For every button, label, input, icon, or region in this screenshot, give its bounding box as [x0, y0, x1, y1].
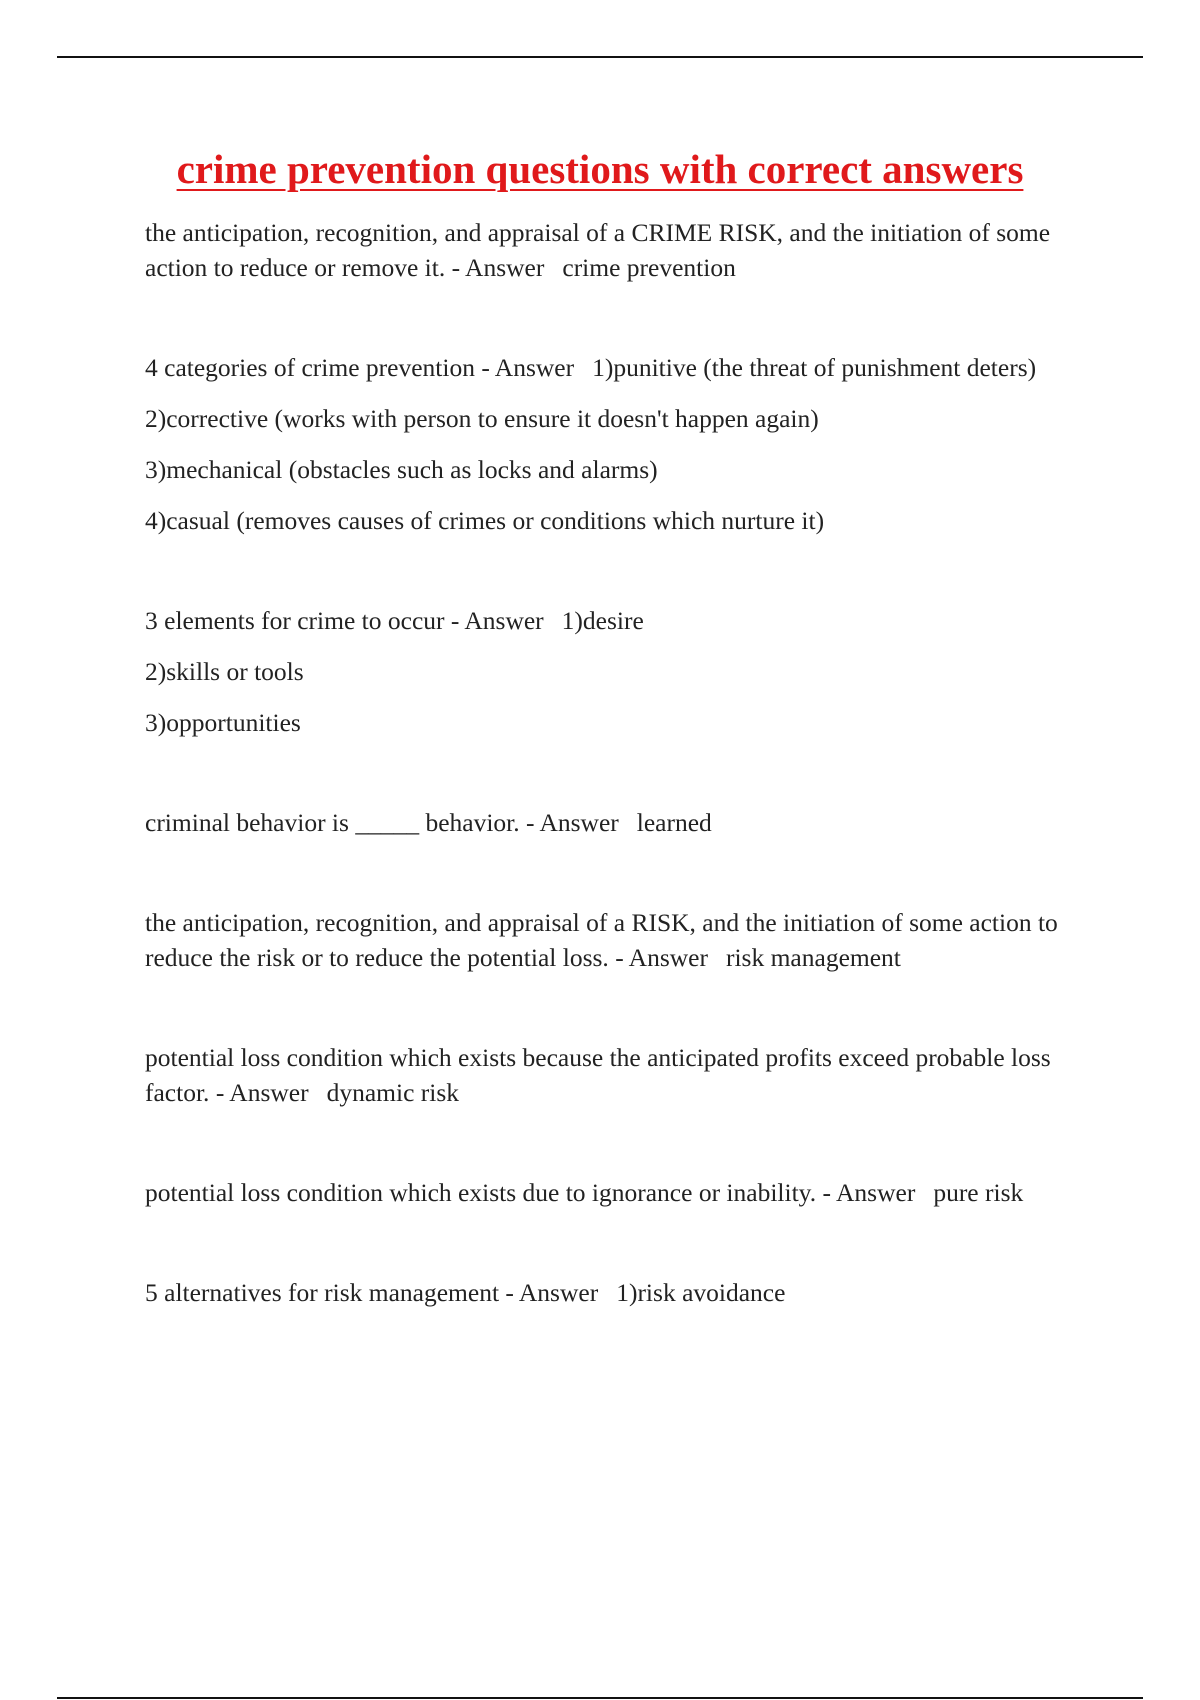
qa-first-line — [145, 215, 1095, 285]
answer-separator: - Answer — [450, 606, 544, 635]
answer-separator: - Answer — [526, 808, 619, 837]
answer-separator: - Answer — [481, 353, 575, 382]
question-text: the anticipation, recognition, and appraisal of a RISK, and the initiation of some action to reduce the risk or to reduce the potential loss. — [145, 908, 1058, 972]
qa-list — [145, 215, 1095, 1378]
answer-line: 3)mechanical (obstacles such as locks and alarms) — [145, 455, 658, 484]
answer-line: 4)casual (removes causes of crimes or conditions which nurture it) — [145, 506, 825, 535]
answer-separator: - Answer — [451, 253, 545, 282]
question-text: the anticipation, recognition, and appraisal of a CRIME RISK, and the initiation of some action to reduce or remove it. — [145, 218, 1051, 282]
qa-entry — [145, 805, 1095, 840]
qa-entry — [145, 603, 1095, 740]
qa-entry — [145, 1040, 1095, 1110]
answer-text: 1)risk avoidance — [616, 1278, 786, 1307]
answer-text: risk management — [725, 943, 901, 972]
qa-first-line — [145, 1175, 1095, 1210]
answer-text: learned — [636, 808, 712, 837]
question-text: potential loss condition which exists because the anticipated profits exceed probable loss factor. — [145, 1043, 1051, 1107]
qa-first-line — [145, 603, 1095, 638]
answer-separator: - Answer — [505, 1278, 599, 1307]
qa-entry — [145, 1275, 1095, 1310]
answer-text: dynamic risk — [326, 1078, 460, 1107]
qa-first-line — [145, 350, 1095, 385]
answer-line: 3)opportunities — [145, 708, 301, 737]
bottom-rule — [57, 1697, 1143, 1699]
answer-separator: - Answer — [615, 943, 708, 972]
answer-text: 1)punitive (the threat of punishment deters) — [592, 353, 1037, 382]
question-text: potential loss condition which exists due to ignorance or inability. — [145, 1178, 817, 1207]
question-text: 5 alternatives for risk management — [145, 1278, 500, 1307]
answer-text: pure risk — [933, 1178, 1024, 1207]
answer-text: 1)desire — [561, 606, 644, 635]
top-rule — [57, 56, 1143, 58]
answer-line: 2)skills or tools — [145, 657, 304, 686]
qa-entry — [145, 215, 1095, 285]
qa-first-line — [145, 1275, 1095, 1310]
answer-text: crime prevention — [562, 253, 736, 282]
answer-line: 2)corrective (works with person to ensure it doesn't happen again) — [145, 404, 819, 433]
question-text: 4 categories of crime prevention — [145, 353, 475, 382]
qa-entry — [145, 905, 1095, 975]
question-text: criminal behavior is _____ behavior. — [145, 808, 520, 837]
question-text: 3 elements for crime to occur — [145, 606, 445, 635]
qa-first-line — [145, 1040, 1095, 1110]
qa-entry — [145, 350, 1095, 538]
answer-separator: - Answer — [215, 1078, 309, 1107]
qa-first-line — [145, 905, 1095, 975]
page-title: crime prevention questions with correct answers — [176, 146, 1024, 192]
answer-separator: - Answer — [822, 1178, 916, 1207]
qa-entry — [145, 1175, 1095, 1210]
qa-first-line — [145, 805, 1095, 840]
